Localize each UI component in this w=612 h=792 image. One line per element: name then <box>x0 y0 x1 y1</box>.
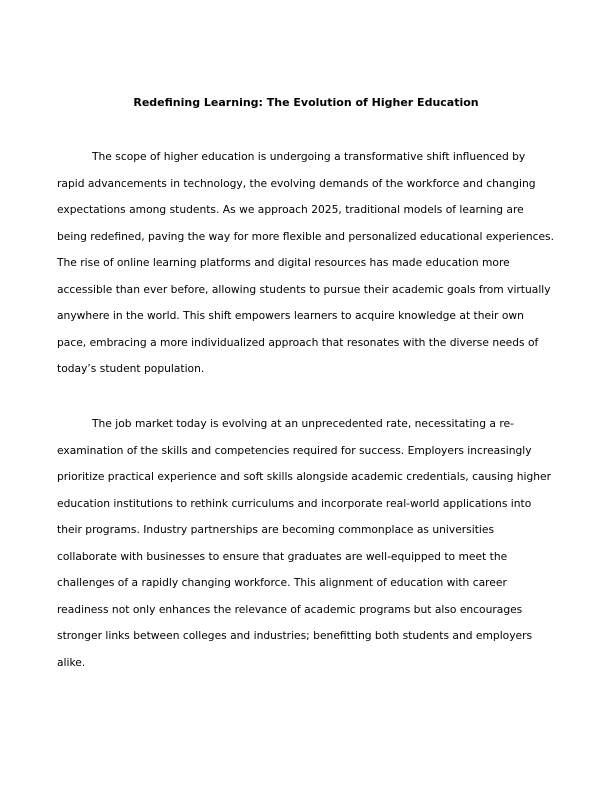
paragraph-1: The scope of higher education is undergoing a transformative shift influenced by rapid advancements in technology, the evolving demands of the workforce and changing expectations among students. As we approach 2025, traditional models of learning are being redefined, paving the way for more flexible and personalized educational experiences. The rise of online learning platforms and digital resources has made education more accessible than ever before, allowing students to pursue their academic goals from virtually anywhere in the world. This shift empowers learners to acquire knowledge at their own pace, embracing a more individualized approach that resonates with the diverse needs of today’s student population. <box>57 150 555 375</box>
document-title: Redefining Learning: The Evolution of Higher Education <box>133 96 479 109</box>
paragraph-2: The job market today is evolving at an unprecedented rate, necessitating a re-examination of the skills and competencies required for success. Employers increasingly prioritize practical experience and soft skills alongside academic credentials, causing higher education institutions to rethink curriculums and incorporate real-world applications into their programs. Industry partnerships are becoming commonplace as universities collaborate with businesses to ensure that graduates are well-equipped to meet the challenges of a rapidly changing workforce. This alignment of education with career readiness not only enhances the relevance of academic programs but also encourages stronger links between colleges and industries; benefitting both students and employers alike. <box>57 417 552 669</box>
